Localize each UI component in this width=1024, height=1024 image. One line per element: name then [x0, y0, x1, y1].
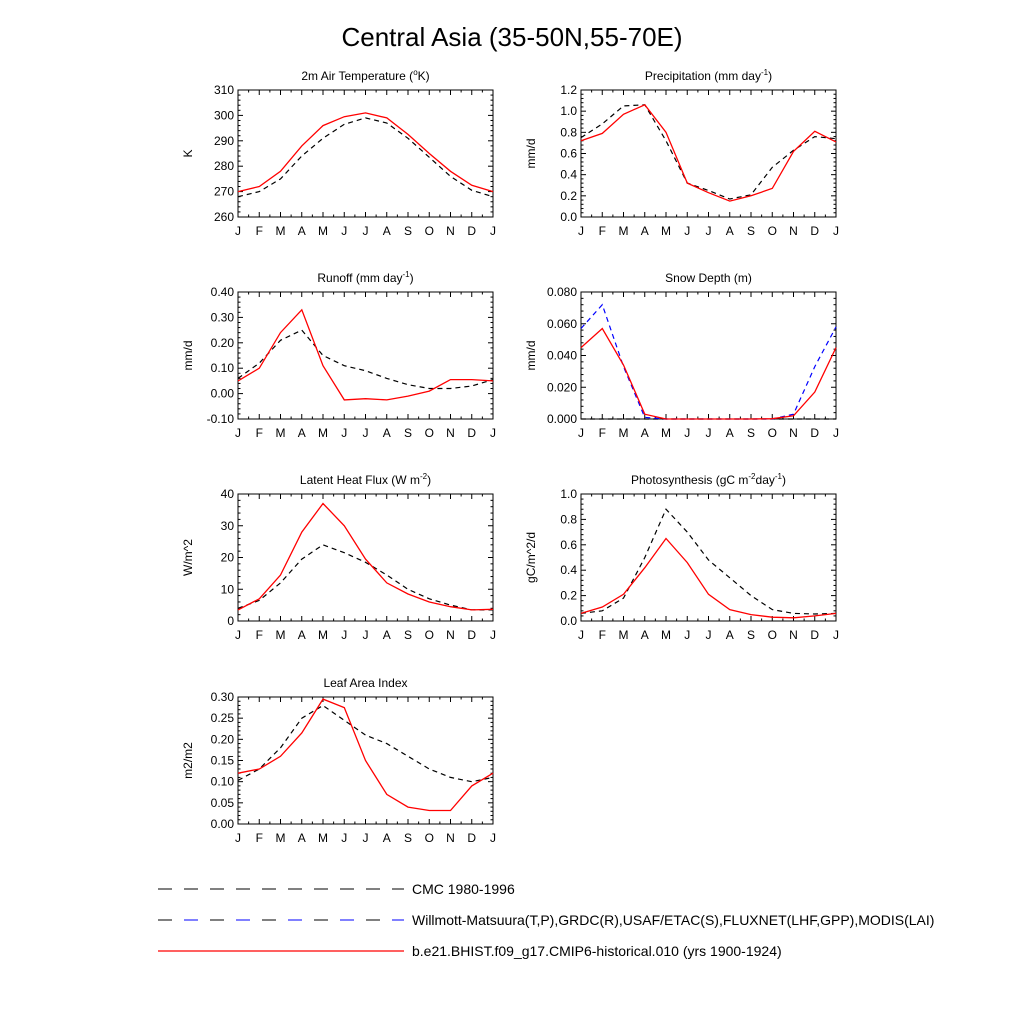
y-tick-label: 0.4 — [560, 167, 577, 182]
x-tick-label: A — [382, 426, 391, 440]
x-tick-label: J — [833, 426, 839, 440]
x-tick-label: J — [578, 426, 584, 440]
x-tick-label: F — [255, 831, 263, 845]
x-tick-label: J — [684, 426, 691, 440]
series-line-model — [581, 329, 836, 420]
x-tick-label: N — [789, 628, 798, 642]
figure-title: Central Asia (35-50N,55-70E) — [341, 22, 683, 52]
x-tick-label: J — [341, 628, 348, 642]
x-tick-label: D — [467, 224, 477, 238]
x-tick-label: J — [341, 426, 348, 440]
x-tick-label: J — [490, 628, 496, 642]
x-tick-label: N — [789, 426, 798, 440]
x-tick-label: J — [833, 224, 839, 238]
x-tick-label: F — [598, 224, 606, 238]
y-tick-label: 0.6 — [560, 146, 577, 161]
x-tick-label: O — [767, 426, 777, 440]
x-tick-label: N — [446, 831, 455, 845]
x-tick-label: O — [424, 831, 434, 845]
series-line-model — [581, 105, 836, 201]
x-tick-label: S — [746, 224, 756, 238]
y-tick-label: 0.2 — [560, 188, 577, 203]
series-line-model — [238, 504, 493, 610]
x-tick-label: N — [446, 426, 455, 440]
x-tick-label: J — [833, 628, 839, 642]
legend-label: CMC 1980-1996 — [412, 881, 515, 897]
x-tick-label: J — [705, 224, 712, 238]
legend-label: Willmott-Matsuura(T,P),GRDC(R),USAF/ETAC(S),FLUXNET(LHF,GPP),MODIS(LAI) — [412, 912, 935, 928]
x-tick-label: A — [725, 426, 734, 440]
x-tick-label: M — [618, 224, 629, 238]
x-tick-label: N — [446, 224, 455, 238]
y-tick-label: 0.0 — [560, 614, 577, 628]
y-tick-label: 0.10 — [210, 774, 234, 789]
x-tick-label: D — [467, 831, 477, 845]
x-tick-label: F — [255, 426, 263, 440]
x-tick-label: D — [810, 426, 820, 440]
legend-entry-1 — [158, 912, 934, 928]
panel-title: Leaf Area Index — [323, 676, 408, 690]
y-tick-label: 0.30 — [210, 310, 234, 325]
y-tick-label: 0.6 — [560, 537, 577, 552]
x-tick-label: S — [403, 628, 413, 642]
y-tick-label: 0.2 — [560, 588, 577, 603]
panel-title: Runoff (mm day$^{-1}$) — [317, 270, 414, 285]
plot-frame — [238, 494, 493, 621]
panel-title: Precipitation (mm day$^{-1}$) — [644, 68, 773, 83]
x-tick-label: A — [297, 831, 306, 845]
x-tick-label: F — [255, 628, 263, 642]
x-tick-label: M — [618, 426, 629, 440]
x-tick-label: D — [810, 628, 820, 642]
x-tick-label: A — [640, 224, 649, 238]
panel-title: Latent Heat Flux (W $m^{-2}$) — [299, 472, 432, 487]
y-tick-label: 0.00 — [210, 817, 234, 831]
x-tick-label: J — [490, 831, 496, 845]
y-tick-label: 40 — [220, 487, 234, 501]
y-tick-label: 280 — [213, 159, 234, 174]
y-tick-label: 0.000 — [546, 412, 577, 426]
plot-frame — [581, 494, 836, 621]
x-tick-label: M — [318, 224, 328, 238]
x-tick-label: M — [318, 831, 328, 845]
series-line-obs — [238, 118, 493, 197]
x-tick-label: J — [341, 831, 348, 845]
x-tick-label: M — [661, 224, 671, 238]
legend-label: b.e21.BHIST.f09_g17.CMIP6-historical.010 (yrs 1900-1924) — [412, 943, 782, 959]
y-axis-label: mm/d — [524, 340, 538, 371]
y-tick-label: 0.020 — [546, 380, 577, 395]
series-line-obs — [238, 706, 493, 782]
x-tick-label: M — [275, 426, 286, 440]
y-tick-label: 290 — [213, 133, 234, 148]
x-tick-label: A — [382, 831, 391, 845]
legend — [158, 881, 934, 959]
y-tick-label: 30 — [220, 518, 234, 533]
panel-1 — [524, 68, 839, 238]
y-tick-label: 0.0 — [560, 210, 577, 224]
x-tick-label: M — [275, 831, 286, 845]
x-tick-label: S — [403, 224, 413, 238]
panel-3 — [524, 271, 839, 440]
x-tick-label: A — [382, 628, 391, 642]
x-tick-label: A — [297, 426, 306, 440]
x-tick-label: O — [767, 628, 777, 642]
y-tick-label: 0 — [227, 614, 234, 628]
series-line-model — [581, 539, 836, 618]
x-tick-label: O — [767, 224, 777, 238]
x-tick-label: O — [424, 224, 434, 238]
y-tick-label: 0.25 — [210, 711, 234, 726]
x-tick-label: J — [362, 224, 369, 238]
y-tick-label: 0.30 — [210, 690, 234, 704]
x-tick-label: J — [578, 628, 584, 642]
panel-2 — [181, 270, 496, 440]
y-tick-label: 0.060 — [546, 316, 577, 331]
x-tick-label: M — [661, 628, 671, 642]
x-tick-label: D — [810, 224, 820, 238]
legend-entry-2 — [158, 943, 782, 959]
x-tick-label: J — [235, 224, 241, 238]
series-line-cmc — [581, 305, 836, 419]
y-tick-label: 0.4 — [560, 563, 577, 578]
x-tick-label: F — [598, 628, 606, 642]
y-tick-label: 0.8 — [560, 125, 577, 140]
x-tick-label: J — [490, 426, 496, 440]
y-tick-label: 0.040 — [546, 348, 577, 363]
series-line-model — [238, 699, 493, 810]
legend-entry-0 — [158, 881, 515, 897]
plot-frame — [238, 292, 493, 419]
panel-0 — [181, 68, 496, 238]
y-tick-label: 0.8 — [560, 512, 577, 527]
x-tick-label: A — [725, 628, 734, 642]
panel-title: 2m Air Temperature ($^o$K) — [301, 68, 430, 83]
x-tick-label: J — [578, 224, 584, 238]
panel-title: Snow Depth (m) — [665, 271, 752, 285]
x-tick-label: S — [403, 831, 413, 845]
series-line-model — [238, 310, 493, 400]
panel-6 — [181, 676, 496, 845]
x-tick-label: A — [640, 426, 649, 440]
y-tick-label: 20 — [220, 550, 234, 565]
y-tick-label: 0.40 — [210, 285, 234, 299]
y-axis-label: m2/m2 — [181, 742, 195, 779]
y-tick-label: 0.10 — [210, 361, 234, 376]
plot-frame — [238, 90, 493, 217]
x-tick-label: J — [341, 224, 348, 238]
x-tick-label: M — [661, 426, 671, 440]
panel-title: Photosynthesis (gC $m^{-2}day^{-1}$) — [631, 472, 786, 487]
y-tick-label: 1.0 — [560, 487, 577, 501]
y-axis-label: mm/d — [181, 340, 195, 371]
x-tick-label: M — [275, 224, 286, 238]
x-tick-label: D — [467, 426, 477, 440]
x-tick-label: O — [424, 628, 434, 642]
x-tick-label: J — [490, 224, 496, 238]
x-tick-label: N — [446, 628, 455, 642]
y-axis-label: mm/d — [524, 138, 538, 169]
x-tick-label: F — [598, 426, 606, 440]
x-tick-label: J — [235, 426, 241, 440]
y-tick-label: 0.05 — [210, 795, 234, 810]
y-axis-label: W/m^2 — [181, 539, 195, 576]
panel-4 — [181, 472, 496, 642]
x-tick-label: S — [746, 628, 756, 642]
y-tick-label: 0.080 — [546, 285, 577, 299]
y-tick-label: 260 — [213, 210, 234, 224]
panel-5 — [524, 472, 839, 642]
x-tick-label: F — [255, 224, 263, 238]
x-tick-label: J — [235, 831, 241, 845]
x-tick-label: J — [705, 628, 712, 642]
y-tick-label: 0.00 — [210, 386, 234, 401]
x-tick-label: J — [362, 426, 369, 440]
x-tick-label: J — [705, 426, 712, 440]
x-tick-label: N — [789, 224, 798, 238]
x-tick-label: J — [235, 628, 241, 642]
x-tick-label: S — [403, 426, 413, 440]
x-tick-label: J — [684, 224, 691, 238]
y-axis-label: gC/m^2/d — [524, 532, 538, 583]
y-tick-label: 10 — [220, 582, 234, 597]
x-tick-label: S — [746, 426, 756, 440]
x-tick-label: J — [362, 831, 369, 845]
x-tick-label: A — [297, 224, 306, 238]
x-tick-label: D — [467, 628, 477, 642]
y-tick-label: -0.10 — [206, 412, 234, 426]
y-tick-label: 310 — [213, 83, 234, 97]
y-tick-label: 0.20 — [210, 335, 234, 350]
x-tick-label: J — [362, 628, 369, 642]
x-tick-label: A — [297, 628, 306, 642]
x-tick-label: M — [275, 628, 286, 642]
x-tick-label: O — [424, 426, 434, 440]
panels-group — [181, 68, 839, 845]
y-tick-label: 300 — [213, 108, 234, 123]
y-tick-label: 1.0 — [560, 104, 577, 119]
x-tick-label: M — [618, 628, 629, 642]
x-tick-label: M — [318, 628, 328, 642]
x-tick-label: A — [725, 224, 734, 238]
x-tick-label: M — [318, 426, 328, 440]
x-tick-label: A — [382, 224, 391, 238]
x-tick-label: J — [684, 628, 691, 642]
y-tick-label: 0.15 — [210, 753, 234, 768]
y-tick-label: 1.2 — [560, 83, 577, 97]
y-tick-label: 270 — [213, 184, 234, 199]
y-axis-label: K — [181, 149, 195, 158]
x-tick-label: A — [640, 628, 649, 642]
series-line-obs — [238, 545, 493, 610]
series-line-obs — [581, 509, 836, 614]
y-tick-label: 0.20 — [210, 732, 234, 747]
